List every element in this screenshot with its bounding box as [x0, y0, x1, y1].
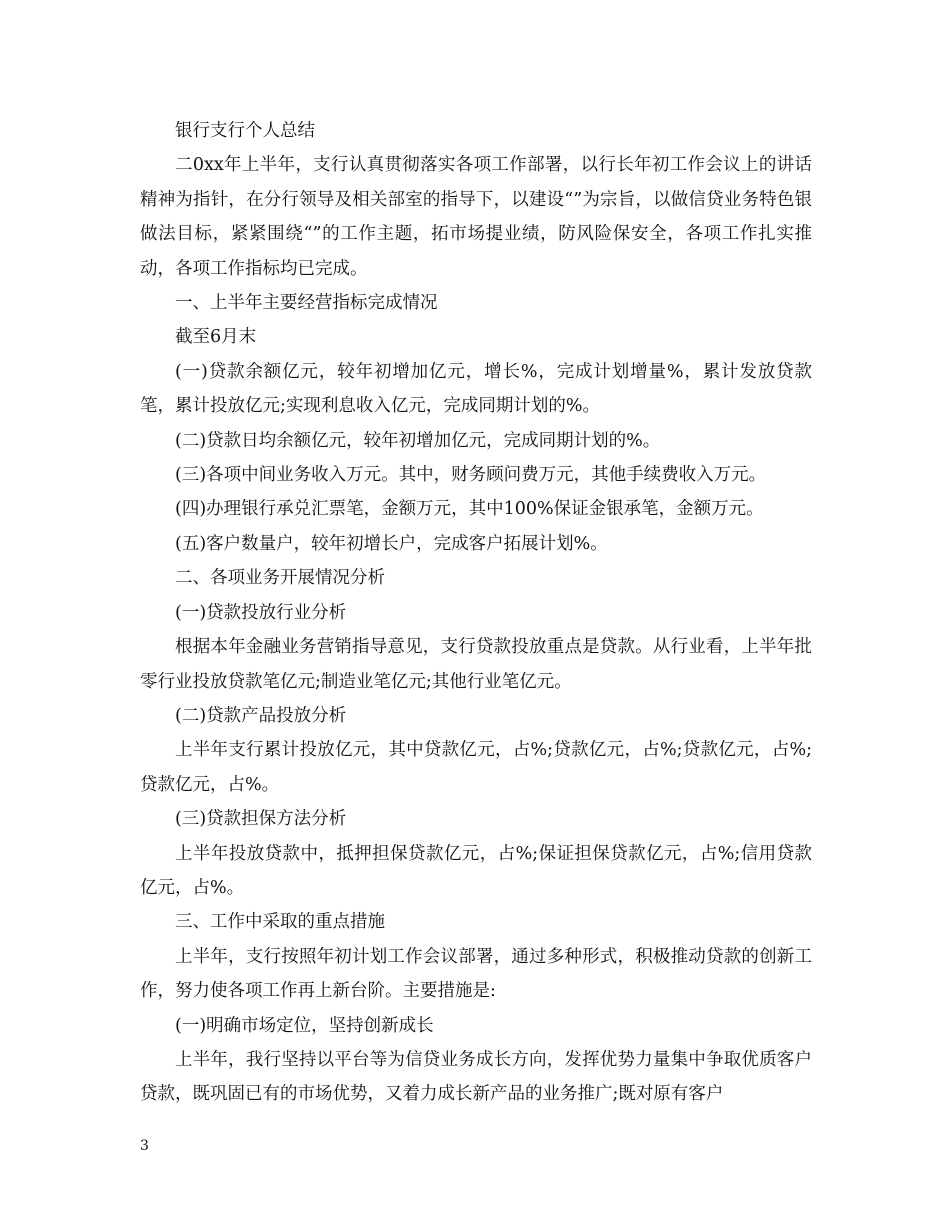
paragraph-measures-intro: 上半年，支行按照年初计划工作会议部署，通过多种形式，积极推动贷款的创新工作，努力使各项工作再上新台阶。主要措施是:	[140, 946, 812, 1002]
section-heading-3: 三、工作中采取的重点措施	[175, 912, 385, 933]
section-heading-1: 一、上半年主要经营指标完成情况	[175, 293, 438, 314]
paragraph-item-3: (三)各项中间业务收入万元。其中，财务顾问费万元，其他手续费收入万元。	[175, 465, 767, 486]
paragraph-item-4: (四)办理银行承兑汇票笔，金额万元，其中100%保证金银承笔，金额万元。	[175, 499, 764, 520]
paragraph-industry-analysis: 根据本年金融业务营销指导意见，支行贷款投放重点是贷款。从行业看，上半年批零行业投放贷款笔亿元;制造业笔亿元;其他行业笔亿元。	[140, 637, 812, 692]
page-number: 3	[140, 1138, 149, 1154]
document-body	[140, 114, 812, 1112]
intro-paragraph: 二0xx年上半年，支行认真贯彻落实各项工作部署，以行长年初工作会议上的讲话精神为指针，在分行领导及相关部室的指导下，以建设“”为宗旨，以做信贷业务特色银做法目标，紧紧围绕“”的工作主题，拓市场提业绩，防风险保安全，各项工作扎实推动，各项工作指标均已完成。	[140, 155, 812, 279]
paragraph-as-of-june: 截至6月末	[175, 327, 257, 348]
subheading-industry-analysis: (一)贷款投放行业分析	[175, 602, 347, 623]
section-heading-2: 二、各项业务开展情况分析	[175, 568, 385, 589]
subheading-market-positioning: (一)明确市场定位，坚持创新成长	[175, 1015, 434, 1036]
paragraph-guarantee-analysis: 上半年投放贷款中，抵押担保贷款亿元，占%;保证担保贷款亿元，占%;信用贷款亿元，占%。	[140, 843, 812, 898]
paragraph-market-positioning: 上半年，我行坚持以平台等为信贷业务成长方向，发挥优势力量集中争取优质客户贷款，既巩固已有的市场优势，又着力成长新产品的业务推广;既对原有客户	[140, 1049, 812, 1105]
subheading-guarantee-analysis: (三)贷款担保方法分析	[175, 809, 347, 830]
subheading-product-analysis: (二)贷款产品投放分析	[175, 705, 347, 726]
document-title: 银行支行个人总结	[175, 121, 315, 141]
paragraph-item-2: (二)贷款日均余额亿元，较年初增加亿元，完成同期计划的%。	[175, 430, 661, 451]
paragraph-item-5: (五)客户数量户，较年初增长户，完成客户拓展计划%。	[175, 533, 608, 554]
paragraph-item-1: (一)贷款余额亿元，较年初增加亿元，增长%，完成计划增量%，累计发放贷款笔，累计投放亿元;实现利息收入亿元，完成同期计划的%。	[140, 361, 812, 417]
paragraph-product-analysis: 上半年支行累计投放亿元，其中贷款亿元，占%;贷款亿元，占%;贷款亿元，占%;贷款亿元，占%。	[140, 740, 812, 795]
